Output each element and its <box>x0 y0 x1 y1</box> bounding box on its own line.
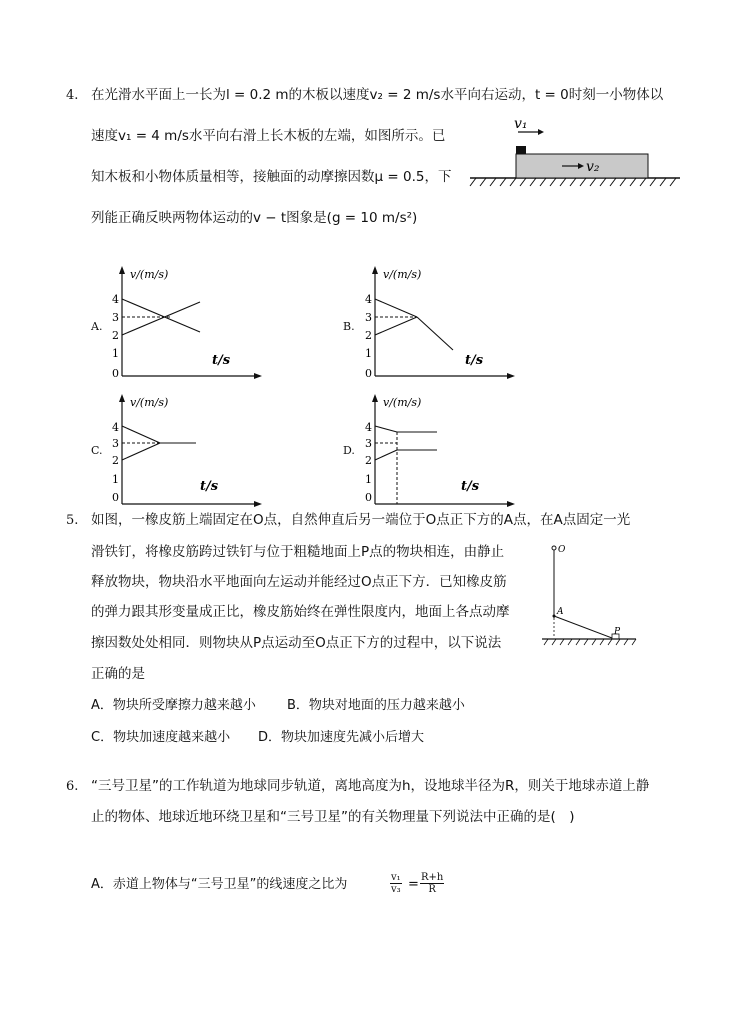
graph-b-tick-3: 3 <box>365 311 372 324</box>
graph-c-tick-3: 3 <box>112 437 119 450</box>
graph-d-tick-0: 0 <box>365 491 372 504</box>
option-c-label: C. <box>91 444 103 457</box>
point-a-label: A <box>557 607 564 617</box>
graph-d-x-label: t/s <box>461 479 480 494</box>
q5-option-a[interactable]: A．物块所受摩擦力越来越小 <box>91 698 256 713</box>
graph-d[interactable] <box>361 392 521 512</box>
frac-right-num: R+h <box>421 872 444 883</box>
q5-line3: 释放物块，物块沿水平地面向左运动并能经过O点正下方．已知橡皮筋 <box>91 574 507 590</box>
graph-b-tick-1: 1 <box>365 347 372 360</box>
graph-d-tick-2: 2 <box>365 454 372 467</box>
q6-fraction-left <box>390 872 402 895</box>
q5-option-b[interactable]: B．物块对地面的压力越来越小 <box>287 698 465 713</box>
q6-option-a[interactable]: A．赤道上物体与“三号卫星”的线速度之比为 <box>91 877 348 892</box>
graph-c-tick-2: 2 <box>112 454 119 467</box>
graph-c-y-label: v/(m/s) <box>130 396 169 409</box>
q5-rubber-band-figure <box>540 538 640 650</box>
v1-label: v₁ <box>514 116 528 132</box>
graph-b-tick-4: 4 <box>365 293 372 306</box>
graph-a-tick-2: 2 <box>112 329 119 342</box>
q5-option-c[interactable]: C．物块加速度越来越小 <box>91 730 231 745</box>
small-block <box>516 146 526 154</box>
q5-line4: 的弹力跟其形变量成正比，橡皮筋始终在弹性限度内，地面上各点动摩 <box>91 604 510 620</box>
q4-number: 4. <box>66 88 79 103</box>
q6-line1: “三号卫星”的工作轨道为地球同步轨道，离地高度为h，设地球半径为R，则关于地球赤道上静 <box>91 778 650 794</box>
q4-line3: 知木板和小物体质量相等，接触面的动摩擦因数μ = 0.5，下 <box>91 169 452 185</box>
q4-line2: 速度v₁ = 4 m/s水平向右滑上长木板的左端，如图所示。已 <box>91 128 446 144</box>
q6-line2: 止的物体、地球近地环绕卫星和“三号卫星”的有关物理量下列说法中正确的是( ) <box>91 809 575 825</box>
frac-right-den: R <box>428 884 436 895</box>
q5-option-d[interactable]: D．物块加速度先减小后增大 <box>258 730 425 745</box>
graph-a-tick-0: 0 <box>112 367 119 380</box>
graph-b-tick-0: 0 <box>365 367 372 380</box>
v2-label: v₂ <box>586 159 600 175</box>
frac-left-num: v₁ <box>391 872 401 883</box>
graph-c-x-label: t/s <box>200 479 219 494</box>
option-b-label: B. <box>343 320 355 333</box>
graph-d-tick-4: 4 <box>365 421 372 434</box>
graph-c-tick-1: 1 <box>112 473 119 486</box>
graph-b-y-label: v/(m/s) <box>383 268 422 281</box>
q4-line4: 列能正确反映两物体运动的v − t图象是(g = 10 m/s²) <box>91 210 418 226</box>
graph-d-tick-3: 3 <box>365 437 372 450</box>
option-d-label: D. <box>343 444 355 457</box>
q5-line5: 擦因数处处相同．则物块从P点运动至O点正下方的过程中，以下说法 <box>91 635 502 651</box>
graph-a-x-label: t/s <box>212 353 231 368</box>
graph-c[interactable] <box>108 392 268 512</box>
graph-d-y-label: v/(m/s) <box>383 396 422 409</box>
option-a-label: A. <box>91 320 103 333</box>
graph-b-tick-2: 2 <box>365 329 372 342</box>
graph-c-tick-0: 0 <box>112 491 119 504</box>
graph-a-tick-3: 3 <box>112 311 119 324</box>
q6-number: 6. <box>66 779 79 794</box>
q4-board-figure <box>466 112 686 188</box>
graph-a-y-label: v/(m/s) <box>130 268 169 281</box>
q5-line2: 滑铁钉，将橡皮筋跨过铁钉与位于粗糙地面上P点的物块相连，由静止 <box>91 544 505 560</box>
graph-d-tick-1: 1 <box>365 473 372 486</box>
q5-line1: 如图，一橡皮筋上端固定在O点，自然伸直后另一端位于O点正下方的A点，在A点固定一光 <box>91 512 631 528</box>
point-p-label: P <box>614 627 621 637</box>
q6-equals: = <box>408 877 419 892</box>
q5-number: 5. <box>66 513 79 528</box>
point-o-label: O <box>558 545 566 555</box>
q5-line6: 正确的是 <box>91 666 145 682</box>
graph-a-tick-1: 1 <box>112 347 119 360</box>
graph-a-tick-4: 4 <box>112 293 119 306</box>
graph-b-x-label: t/s <box>465 353 484 368</box>
graph-c-tick-4: 4 <box>112 421 119 434</box>
q4-line1: 在光滑水平面上一长为l = 0.2 m的木板以速度v₂ = 2 m/s水平向右运动，t = 0时刻一小物体以 <box>91 87 664 103</box>
graph-b[interactable] <box>361 264 521 384</box>
frac-left-den: v₃ <box>391 884 401 895</box>
q6-fraction-right <box>420 872 444 895</box>
graph-a[interactable] <box>108 264 268 384</box>
